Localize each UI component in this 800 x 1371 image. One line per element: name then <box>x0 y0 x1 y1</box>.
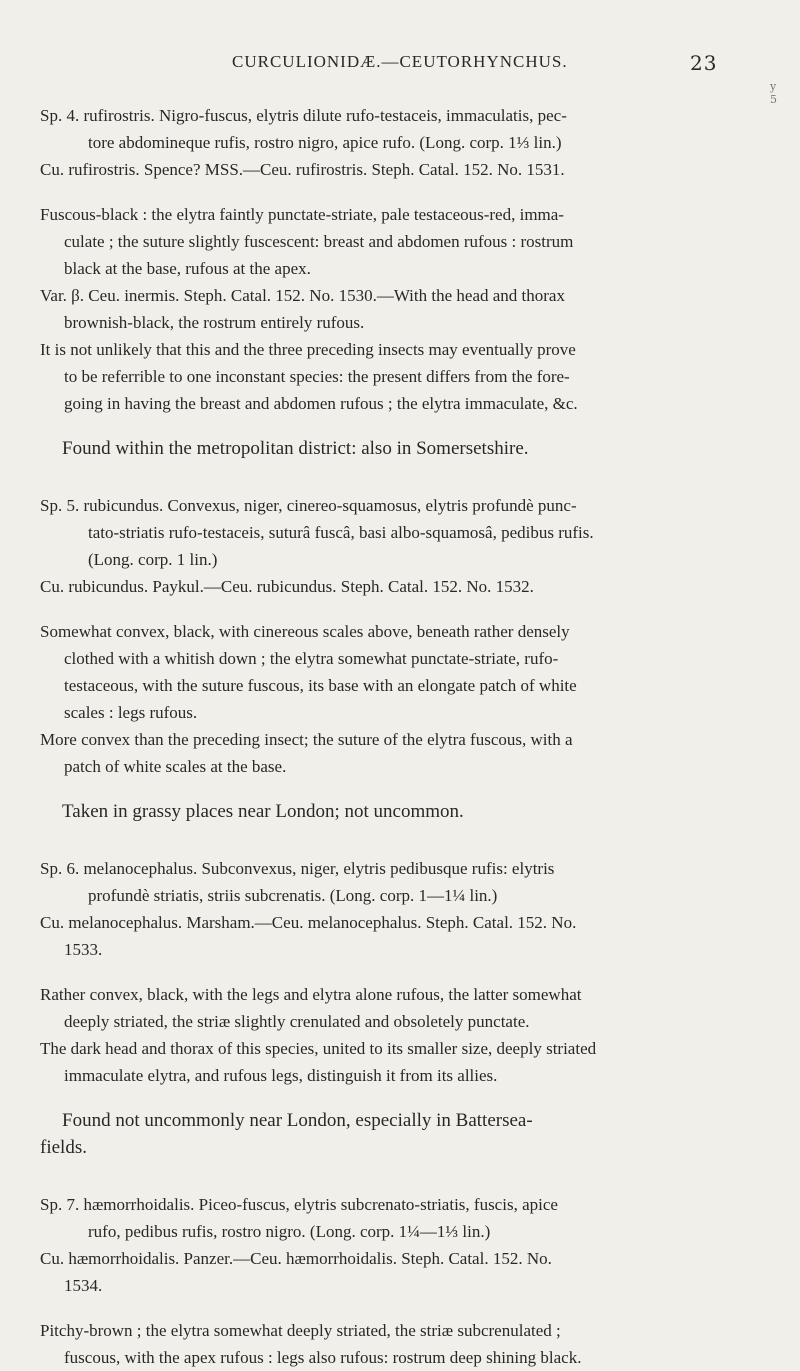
description-line: Somewhat convex, black, with cinereous scales above, beneath rather densely <box>40 622 570 641</box>
synonymy-line: 1533. <box>64 940 103 959</box>
synonymy-line: Cu. rubicundus. Paykul.—Ceu. rubicundus. Steph. Catal. 152. No. 1532. <box>40 577 534 596</box>
synonymy-line: Cu. melanocephalus. Marsham.—Ceu. melanocephalus. Steph. Catal. 152. No. <box>40 913 577 932</box>
description-line: More convex than the preceding insect; the suture of the elytra fuscous, with a <box>40 730 573 749</box>
description-line: culate ; the suture slightly fuscescent: breast and abdomen rufous : rostrum <box>64 232 574 251</box>
diagnosis-line: Sp. 4. rufirostris. Nigro-fuscus, elytris dilute rufo-testaceis, immaculatis, pec- <box>40 106 567 125</box>
description-line: clothed with a whitish down ; the elytra somewhat punctate-striate, rufo- <box>64 649 559 668</box>
description-line: immaculate elytra, and rufous legs, distinguish it from its allies. <box>64 1066 498 1085</box>
description-line: fuscous, with the apex rufous : legs also rufous: rostrum deep shining black. <box>64 1348 582 1367</box>
description-line: Var. β. Ceu. inermis. Steph. Catal. 152. No. 1530.—With the head and thorax <box>40 286 565 305</box>
diagnosis-line: Sp. 7. hæmorrhoidalis. Piceo-fuscus, elytris subcrenato-striatis, fuscis, apice <box>40 1195 558 1214</box>
diagnosis-line: tore abdomineque rufis, rostro nigro, apice rufo. (Long. corp. 1⅓ lin.) <box>88 133 562 152</box>
description-line: It is not unlikely that this and the three preceding insects may eventually prove <box>40 340 576 359</box>
description-line: Rather convex, black, with the legs and elytra alone rufous, the latter somewhat <box>40 985 582 1004</box>
locality-line: Found not uncommonly near London, especially in Battersea- <box>62 1110 533 1131</box>
margin-note <box>770 80 777 106</box>
locality-line: Taken in grassy places near London; not uncommon. <box>62 801 464 822</box>
description-line: deeply striated, the striæ slightly crenulated and obsoletely punctate. <box>64 1012 530 1031</box>
body-text <box>40 90 760 1371</box>
diagnosis-line: (Long. corp. 1 lin.) <box>88 550 218 569</box>
header-title: CURCULIONIDÆ.—CEUTORHYNCHUS. <box>232 52 568 71</box>
synonymy-line: Cu. rufirostris. Spence? MSS.—Ceu. rufirostris. Steph. Catal. 152. No. 1531. <box>40 160 565 179</box>
running-header <box>0 52 800 82</box>
description-line: Pitchy-brown ; the elytra somewhat deeply striated, the striæ subcrenulated ; <box>40 1321 561 1340</box>
description-line: going in having the breast and abdomen rufous ; the elytra immaculate, &c. <box>64 394 578 413</box>
description-line: black at the base, rufous at the apex. <box>64 259 311 278</box>
description-line: to be referrible to one inconstant species: the present differs from the fore- <box>64 367 570 386</box>
species-entry <box>40 492 760 825</box>
description-line: patch of white scales at the base. <box>64 757 287 776</box>
description-line: Fuscous-black : the elytra faintly punctate-striate, pale testaceous-red, imma- <box>40 205 564 224</box>
diagnosis-line: tato-striatis rufo-testaceis, suturâ fuscâ, basi albo-squamosâ, pedibus rufis. <box>88 523 594 542</box>
synonymy-line: Cu. hæmorrhoidalis. Panzer.—Ceu. hæmorrhoidalis. Steph. Catal. 152. No. <box>40 1249 552 1268</box>
locality-line: Found within the metropolitan district: also in Somersetshire. <box>62 438 529 459</box>
diagnosis-line: profundè striatis, striis subcrenatis. (Long. corp. 1—1¼ lin.) <box>88 886 498 905</box>
diagnosis-line: Sp. 6. melanocephalus. Subconvexus, niger, elytris pedibusque rufis: elytris <box>40 859 555 878</box>
species-entry <box>40 855 760 1161</box>
description-line: The dark head and thorax of this species, united to its smaller size, deeply striated <box>40 1039 597 1058</box>
description-line: brownish-black, the rostrum entirely rufous. <box>64 313 365 332</box>
locality-line: fields. <box>40 1137 87 1158</box>
synonymy-line: 1534. <box>64 1276 103 1295</box>
description-line: testaceous, with the suture fuscous, its base with an elongate patch of white <box>64 676 577 695</box>
diagnosis-line: rufo, pedibus rufis, rostro nigro. (Long. corp. 1¼—1⅓ lin.) <box>88 1222 491 1241</box>
margin-note-line: 5 <box>770 93 777 106</box>
diagnosis-line: Sp. 5. rubicundus. Convexus, niger, cinereo-squamosus, elytris profundè punc- <box>40 496 577 515</box>
species-entry <box>40 102 760 462</box>
page-number: 23 <box>690 51 718 75</box>
margin-note-line: y <box>770 80 777 93</box>
species-entry <box>40 1191 760 1371</box>
description-line: scales : legs rufous. <box>64 703 198 722</box>
